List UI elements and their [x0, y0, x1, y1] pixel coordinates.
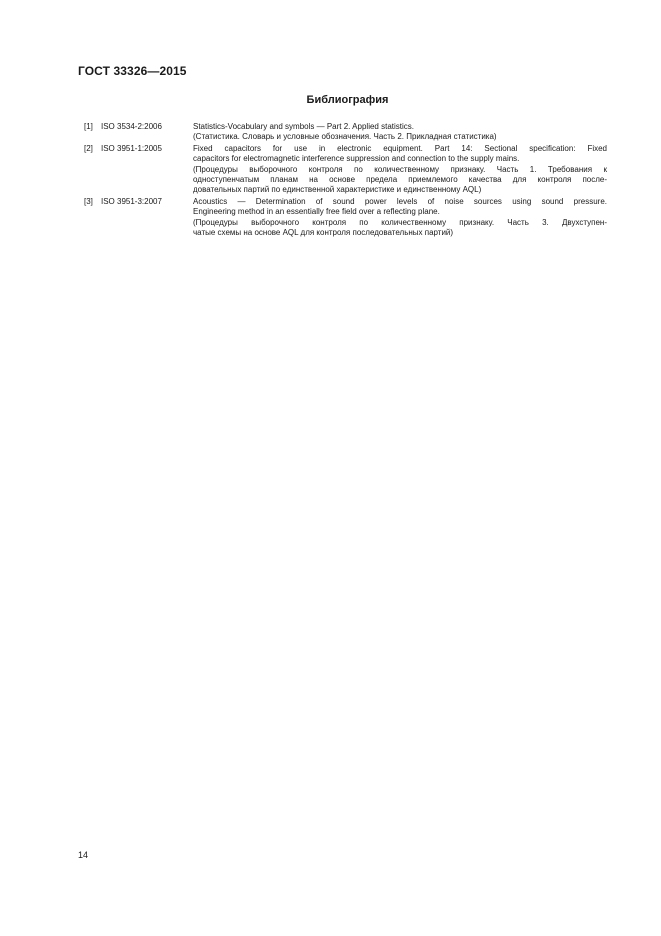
- entry-line: Engineering method in an essentially free field over a reflecting plane.: [193, 207, 440, 217]
- entry-line: (Процедуры выборочного контроля по количественному признаку. Часть 3. Двухступен-: [193, 217, 607, 227]
- bibliography-entry-1: [84, 122, 607, 143]
- entry-standard: ISO 3951-3:2007: [101, 196, 162, 206]
- entry-line: capacitors for electromagnetic interference suppression and connection to the supply mains.: [193, 154, 520, 164]
- page-number: 14: [78, 850, 89, 860]
- entry-text: [193, 197, 607, 239]
- entry-number: [2]: [84, 143, 93, 153]
- bibliography-title: Библиография: [306, 94, 389, 106]
- document-header: ГОСТ 33326—2015: [78, 64, 187, 78]
- bibliography-entry-3: [84, 197, 607, 239]
- entry-line: (Процедуры выборочного контроля по количественному признаку. Часть 1. Требования к: [193, 164, 607, 174]
- entry-line: Acoustics — Determination of sound power levels of noise sources using sound pressure.: [193, 196, 607, 206]
- entry-line: довательных партий по единственной характеристике и единственному AQL): [193, 185, 482, 195]
- entry-line: чатые схемы на основе AQL для контроля последовательных партий): [193, 228, 454, 238]
- entry-standard: ISO 3951-1:2005: [101, 143, 162, 153]
- entry-text: [193, 144, 607, 196]
- entry-line: Fixed capacitors for use in electronic equipment. Part 14: Sectional specification: Fixed: [193, 143, 607, 153]
- entry-standard: ISO 3534-2:2006: [101, 122, 162, 131]
- entry-line: одноступенчатым планам на основе предела приемлемого качества для контроля после-: [193, 175, 607, 185]
- entry-line: (Статистика. Словарь и условные обозначения. Часть 2. Прикладная статистика): [193, 132, 497, 142]
- bibliography-entry-2: [84, 144, 607, 196]
- bibliography-list: [84, 122, 607, 238]
- entry-number: [1]: [84, 122, 93, 131]
- entry-text: [193, 122, 607, 143]
- entry-line: Statistics-Vocabulary and symbols — Part 2. Applied statistics.: [193, 122, 414, 131]
- entry-number: [3]: [84, 196, 93, 206]
